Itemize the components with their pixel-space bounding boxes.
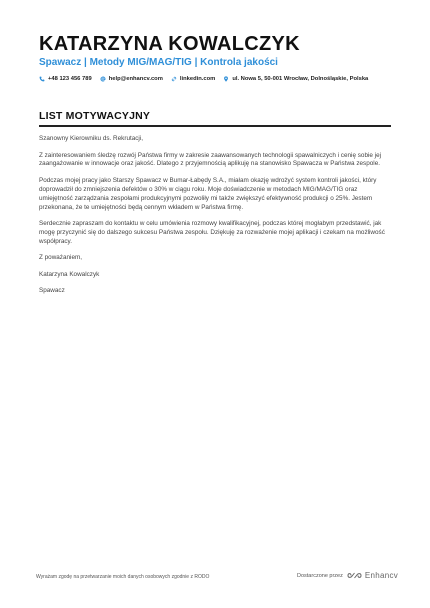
contact-email-text[interactable]: help@enhancv.com [108,76,163,82]
letter-paragraph: Podczas mojej pracy jako Starszy Spawacz w Bumar-Łabędy S.A., miałam okazję wdrożyć system kontroli jakości, który doprowadził do zmniejszenia defektów o 30% w ciągu roku. Moje doświadczenie w metodach MIG/MAG/TIG oraz umiejętność zarządzania zespołami produkcyjnymi pozwoliły mi także zwiększyć efektywność produkcji o 25%. Jestem przekonana, że te umiejętności będą cennym wkładem w Państwa firmę. [39,176,377,211]
letter-paragraph: Serdecznie zapraszam do kontaktu w celu umówienia rozmowy kwalifikacyjnej, podczas której mogłabym przedstawić, jak mogę przyczynić się do dalszego sukcesu Państwa zespołu. Dziękuję za rozważenie mojej aplikacji i czekam na możliwość współpracy. [39,220,385,245]
candidate-name: KATARZYNA KOWALCZYK [39,33,300,55]
section-divider [39,125,391,127]
gdpr-consent: Wyrażam zgodę na przetwarzanie moich danych osobowych zgodnie z RODO [36,574,210,580]
enhancv-logo-icon [347,571,362,580]
contact-address [223,76,368,82]
contact-address-text: ul. Nowa 5, 50-001 Wrocław, Dolnośląskie, Polska [232,76,369,82]
signature-role: Spawacz [39,287,65,295]
candidate-title: Spawacz | Metody MIG/MAG/TIG | Kontrola jakości [39,57,278,68]
signature-name: Katarzyna Kowalczyk [39,270,100,278]
powered-by-label: Dostarczone przez [297,572,343,579]
letter-greeting: Szanowny Kierowniku ds. Rekrutacji, [39,135,144,142]
brand-name: Enhancv [364,571,399,580]
contact-bar [39,76,399,82]
contact-linkedin-text[interactable]: linkedin.com [179,76,216,82]
letter-paragraph: Z zainteresowaniem śledzę rozwój Państwa firmy w zakresie zaawansowanych technologii spawalniczych i cenię sobie jej zaangażowanie w innowacje oraz jakość. Dlatego z przyjemnością aplikuję na stanowisko Spawacza w Państwa zespole. [39,151,382,168]
link-icon [171,76,177,82]
section-title: LIST MOTYWACYJNY [39,110,151,122]
letter-body [39,135,392,304]
location-pin-icon [223,76,229,82]
contact-linkedin[interactable] [171,76,215,82]
contact-phone [39,76,92,82]
contact-email[interactable] [100,76,163,82]
powered-by [297,571,398,580]
at-icon [100,76,106,82]
letter-closing: Z poważaniem, [39,254,83,262]
contact-phone-text: +48 123 456 789 [48,76,92,82]
phone-icon [39,76,45,82]
